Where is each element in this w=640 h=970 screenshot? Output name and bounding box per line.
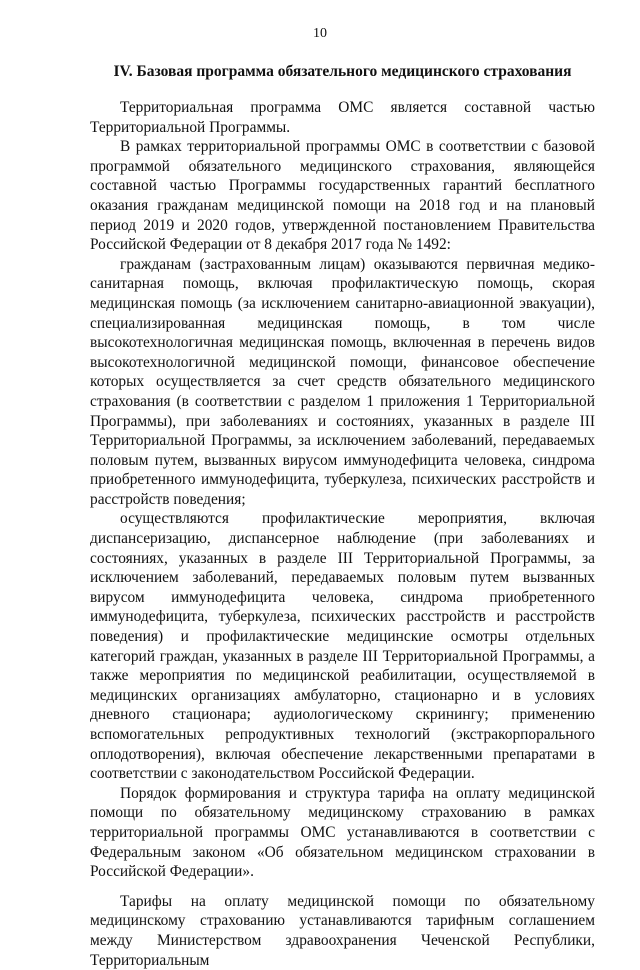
paragraph-6: Тарифы на оплату медицинской помощи по обязательному медицинскому страхованию устанавливаются тарифным соглашением между Министерством здравоохранения Чеченской Республики, Территориальным	[90, 892, 595, 969]
section-title: IV. Базовая программа обязательного медицинского страхования	[113, 63, 572, 80]
page-number: 10	[313, 26, 327, 41]
document-body	[90, 98, 595, 970]
paragraph-1: Территориальная программа ОМС является составной частью Территориальной Программы.	[90, 99, 595, 136]
paragraph-2: В рамках территориальной программы ОМС в соответствии с базовой программой обязательного медицинского страхования, являющейся составной частью Программы государственных гарантий бесплатного оказания гражданам медицинской помощи на 2018 год и на плановый период 2019 и 2020 годов, утвержденной постановлением Правительства Российской Федерации от 8 декабря 2017 года № 1492:	[90, 138, 595, 254]
paragraph-4: осуществляются профилактические мероприятия, включая диспансеризацию, диспансерное наблюдение (при заболеваниях и состояниях, указанных в разделе III Территориальной Программы, за исключением заболеваний, передаваемых половым путем вызванных вирусом иммунодефицита человека, синдрома приобретенного иммунодефицита, туберкулеза, психических расстройств и расстройств поведения) и профилактические медицинские осмотры отдельных категорий граждан, указанных в разделе III Территориальной Программы, а также мероприятия по медицинской реабилитации, осуществляемой в медицинских организациях амбулаторно, стационарно и в условиях дневного стационара; аудиологическому скринингу; применению вспомогательных репродуктивных технологий (экстракорпорального оплодотворения), включая обеспечение лекарственными препаратами в соответствии с законодательством Российской Федерации.	[90, 510, 595, 783]
paragraph-5: Порядок формирования и структура тарифа на оплату медицинской помощи по обязательному медицинскому страхованию в рамках территориальной программы ОМС устанавливаются в соответствии с Федеральным законом «Об обязательном медицинском страховании в Российской Федерации».	[90, 784, 595, 881]
paragraph-3: гражданам (застрахованным лицам) оказываются первичная медико-санитарная помощь, включая профилактическую помощь, скорая медицинская помощь (за исключением санитарно-авиационной эвакуации), специализированная медицинская помощь, в том числе высокотехнологичная медицинская помощь, включенная в перечень видов высокотехнологичной медицинской помощи, финансовое обеспечение которых осуществляется за счет средств обязательного медицинского страхования (в соответствии с разделом 1 приложения 1 Территориальной Программы), при заболеваниях и состояниях, указанных в разделе III Территориальной Программы, за исключением заболеваний, передаваемых половым путем, вызванных вирусом иммунодефицита человека, синдрома приобретенного иммунодефицита, туберкулеза, психических расстройств и расстройств поведения;	[90, 255, 595, 508]
